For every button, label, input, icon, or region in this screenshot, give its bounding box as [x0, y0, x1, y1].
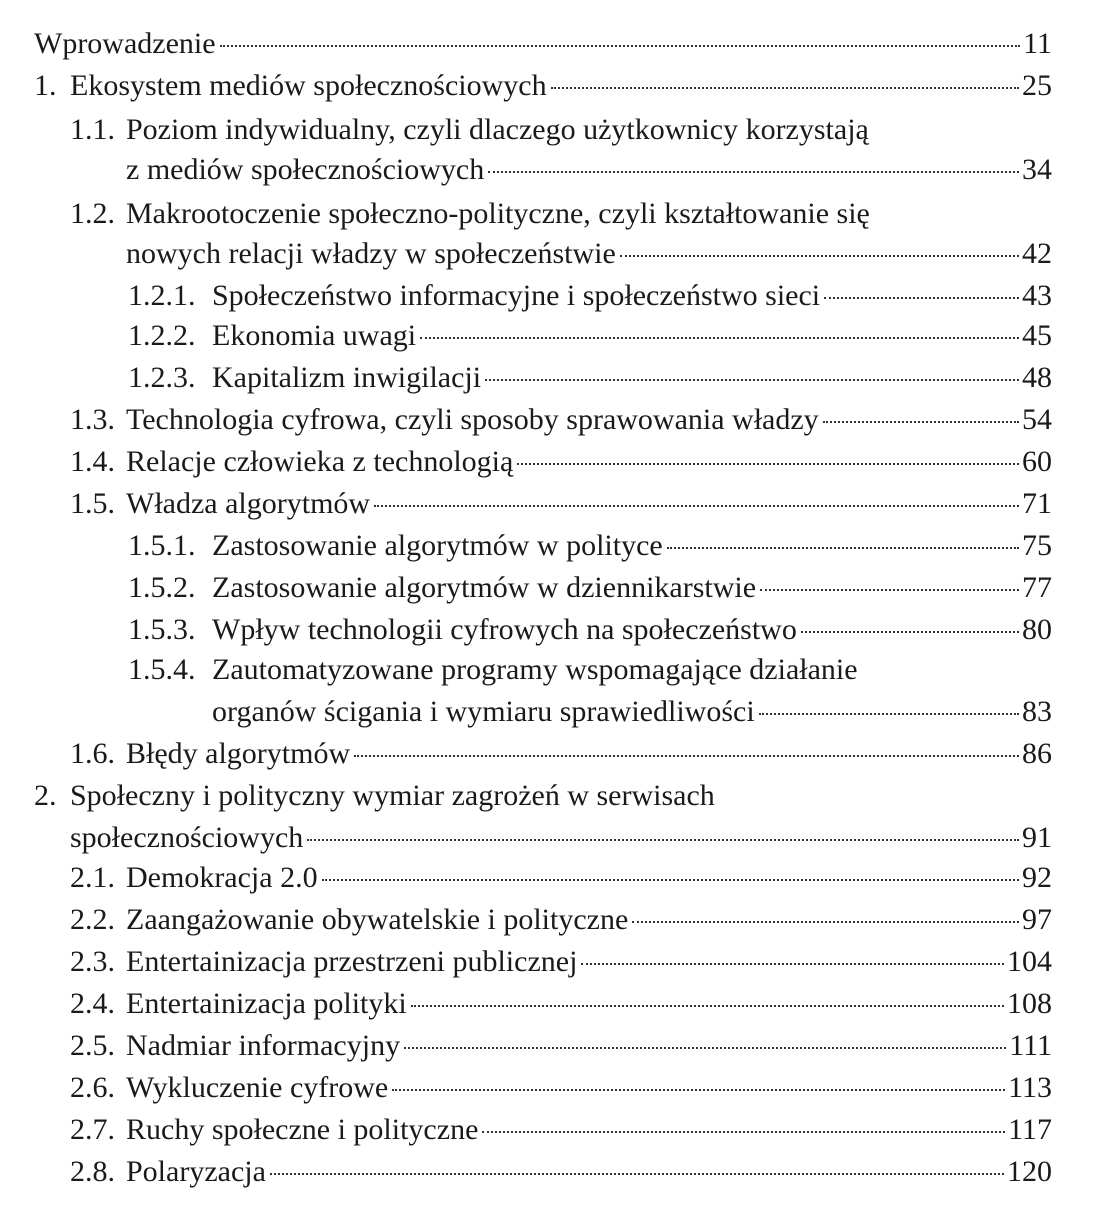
toc-entry-page: 108 [1007, 987, 1052, 1020]
toc-entry-continuation[interactable] [0, 234, 1104, 274]
toc-entry-page: 80 [1022, 613, 1052, 646]
toc-entry-leader [212, 316, 1052, 356]
toc-entry-title: Wprowadzenie [34, 27, 216, 60]
toc-entry-page: 34 [1022, 153, 1052, 186]
toc-entry-number: 1.3. [70, 403, 115, 436]
dot-leader [823, 421, 1019, 423]
toc-entry-page: 113 [1008, 1071, 1052, 1104]
toc-entry-title: Zastosowanie algorytmów w polityce [212, 529, 663, 562]
toc-entry-page: 71 [1022, 487, 1052, 520]
toc-entry[interactable] [0, 650, 1104, 690]
toc-entry-title: Ekonomia uwagi [212, 319, 417, 352]
toc-entry-page: 43 [1022, 279, 1052, 312]
toc-entry-leader [212, 358, 1052, 398]
toc-entry-page: 60 [1022, 445, 1052, 478]
toc-entry-title: nowych relacji władzy w społeczeństwie [126, 237, 616, 270]
toc-entry-leader [126, 1068, 1052, 1108]
toc-entry[interactable] [0, 858, 1104, 898]
toc-entry-title: Entertainizacja polityki [126, 987, 407, 1020]
dot-leader [307, 839, 1019, 841]
toc-entry-number: 2.6. [70, 1071, 115, 1104]
toc-entry-leader [126, 984, 1052, 1024]
toc-entry-leader [212, 276, 1052, 316]
toc-entry-leader [212, 692, 1052, 732]
toc-entry-number: 1.2.3. [128, 361, 196, 394]
toc-entry-title: Społeczeństwo informacyjne i społeczeństwo sieci [212, 279, 821, 312]
toc-entry[interactable] [0, 66, 1104, 106]
dot-leader [220, 45, 1021, 47]
toc-entry-number: 1.5.2. [128, 571, 196, 604]
toc-entry-page: 104 [1007, 945, 1052, 978]
toc-entry-leader [212, 610, 1052, 650]
toc-entry-leader [126, 150, 1052, 190]
toc-entry-title: Kapitalizm inwigilacji [212, 361, 482, 394]
toc-entry[interactable] [0, 942, 1104, 982]
toc-entry-title: Błędy algorytmów [126, 737, 351, 770]
dot-leader [411, 1005, 1004, 1007]
toc-entry-leader [212, 568, 1052, 608]
toc-entry[interactable] [0, 24, 1104, 64]
toc-entry-leader [126, 1152, 1052, 1192]
toc-entry-title: Władza algorytmów [126, 487, 371, 520]
toc-entry-number: 2.5. [70, 1029, 115, 1062]
toc-entry-number: 1.1. [70, 113, 115, 146]
dot-leader [632, 921, 1019, 923]
toc-entry-page: 75 [1022, 529, 1052, 562]
toc-entry-page: 83 [1022, 695, 1052, 728]
toc-entry-page: 77 [1022, 571, 1052, 604]
toc-entry[interactable] [0, 442, 1104, 482]
toc-entry-page: 25 [1022, 69, 1052, 102]
toc-entry-number: 1.6. [70, 737, 115, 770]
dot-leader [420, 337, 1019, 339]
toc-entry-page: 91 [1022, 821, 1052, 854]
toc-entry-page: 120 [1007, 1155, 1052, 1188]
toc-entry-number: 1. [34, 69, 57, 102]
toc-entry-page: 117 [1008, 1113, 1052, 1146]
toc-entry-number: 2.2. [70, 903, 115, 936]
toc-entry-number: 1.4. [70, 445, 115, 478]
toc-entry-leader [126, 858, 1052, 898]
toc-entry-number: 2.7. [70, 1113, 115, 1146]
toc-entry-title: Ruchy społeczne i polityczne [126, 1113, 479, 1146]
toc-entry-continuation[interactable] [0, 150, 1104, 190]
toc-entry-number: 2.3. [70, 945, 115, 978]
dot-leader [801, 631, 1019, 633]
toc-entry-page: 11 [1023, 27, 1052, 60]
toc-entry-leader [126, 484, 1052, 524]
dot-leader [667, 547, 1019, 549]
toc-entry-page: 97 [1022, 903, 1052, 936]
toc-entry[interactable] [0, 1110, 1104, 1150]
toc-entry[interactable] [0, 276, 1104, 316]
toc-entry-leader [126, 900, 1052, 940]
toc-entry-leader [126, 234, 1052, 274]
toc-entry[interactable] [0, 1026, 1104, 1066]
toc-entry-number: 2. [34, 779, 57, 812]
dot-leader [485, 379, 1019, 381]
toc-entry-number: 2.1. [70, 861, 115, 894]
toc-entry-leader [126, 1026, 1052, 1066]
dot-leader [322, 879, 1019, 881]
toc-entry-title: Wpływ technologii cyfrowych na społeczeństwo [212, 613, 797, 646]
toc-entry[interactable] [0, 110, 1104, 150]
toc-entry[interactable] [0, 1152, 1104, 1192]
toc-entry[interactable] [0, 776, 1104, 816]
dot-leader [392, 1089, 1005, 1091]
toc-entry[interactable] [0, 484, 1104, 524]
toc-entry-number: 1.5.4. [128, 653, 196, 686]
toc-entry-continuation[interactable] [0, 692, 1104, 732]
toc-entry[interactable] [0, 194, 1104, 234]
dot-leader [270, 1173, 1004, 1175]
toc-entry[interactable] [0, 734, 1104, 774]
toc-entry[interactable] [0, 1068, 1104, 1108]
toc-entry-title: Wykluczenie cyfrowe [126, 1071, 389, 1104]
toc-entry-leader [126, 942, 1052, 982]
dot-leader [404, 1047, 1006, 1049]
toc-entry-title-line1: Makrootoczenie społeczno-polityczne, czyli kształtowanie się [126, 197, 870, 230]
toc-entry-title-line1: Poziom indywidualny, czyli dlaczego użytkownicy korzystają [126, 113, 869, 146]
toc-entry-number: 1.5. [70, 487, 115, 520]
toc-entry-page: 92 [1022, 861, 1052, 894]
toc-entry-page: 45 [1022, 319, 1052, 352]
toc-entry[interactable] [0, 984, 1104, 1024]
toc-entry-leader [126, 1110, 1052, 1150]
toc-entry-number: 2.4. [70, 987, 115, 1020]
toc-entry-title: Nadmiar informacyjny [126, 1029, 401, 1062]
toc-entry-leader [126, 442, 1052, 482]
toc-entry[interactable] [0, 358, 1104, 398]
toc-entry[interactable] [0, 568, 1104, 608]
toc-entry-number: 1.2. [70, 197, 115, 230]
toc-entry-title: Entertainizacja przestrzeni publicznej [126, 945, 578, 978]
toc-entry[interactable] [0, 400, 1104, 440]
dot-leader [488, 171, 1019, 173]
toc-entry-title: Technologia cyfrowa, czyli sposoby sprawowania władzy [126, 403, 819, 436]
dot-leader [354, 755, 1019, 757]
toc-entry[interactable] [0, 526, 1104, 566]
toc-entry-number: 1.5.3. [128, 613, 196, 646]
dot-leader [824, 297, 1019, 299]
toc-entry-title: Zaangażowanie obywatelskie i polityczne [126, 903, 629, 936]
toc-entry-leader [34, 24, 1052, 64]
toc-entry-page: 48 [1022, 361, 1052, 394]
toc-entry-title: Relacje człowieka z technologią [126, 445, 514, 478]
toc-entry-title: z mediów społecznościowych [126, 153, 485, 186]
toc-entry-title: Demokracja 2.0 [126, 861, 318, 894]
toc-entry-page: 42 [1022, 237, 1052, 270]
toc-entry-leader [126, 400, 1052, 440]
toc-entry-title: organów ścigania i wymiaru sprawiedliwości [212, 695, 755, 728]
toc-entry-continuation[interactable] [0, 818, 1104, 858]
toc-entry[interactable] [0, 610, 1104, 650]
toc-entry[interactable] [0, 316, 1104, 356]
dot-leader [374, 505, 1019, 507]
toc-entry-number: 1.5.1. [128, 529, 196, 562]
toc-entry-leader [70, 66, 1052, 106]
dot-leader [551, 87, 1019, 89]
dot-leader [620, 255, 1019, 257]
toc-entry-page: 54 [1022, 403, 1052, 436]
toc-entry-number: 1.2.1. [128, 279, 196, 312]
toc-entry-number: 2.8. [70, 1155, 115, 1188]
toc-entry[interactable] [0, 900, 1104, 940]
toc-entry-page: 111 [1009, 1029, 1052, 1062]
toc-entry-leader [212, 526, 1052, 566]
toc-entry-title: społecznościowych [70, 821, 304, 854]
dot-leader [581, 963, 1004, 965]
toc-entry-number: 1.2.2. [128, 319, 196, 352]
dot-leader [760, 589, 1019, 591]
toc-entry-leader [126, 734, 1052, 774]
toc-entry-title: Ekosystem mediów społecznościowych [70, 69, 547, 102]
toc-entry-title-line1: Społeczny i polityczny wymiar zagrożeń w serwisach [70, 779, 715, 812]
dot-leader [759, 713, 1019, 715]
dot-leader [517, 463, 1019, 465]
toc-entry-page: 86 [1022, 737, 1052, 770]
toc-entry-title: Polaryzacja [126, 1155, 266, 1188]
dot-leader [482, 1131, 1005, 1133]
toc-entry-leader [70, 818, 1052, 858]
toc-entry-title-line1: Zautomatyzowane programy wspomagające działanie [212, 653, 858, 686]
toc-entry-title: Zastosowanie algorytmów w dziennikarstwie [212, 571, 757, 604]
